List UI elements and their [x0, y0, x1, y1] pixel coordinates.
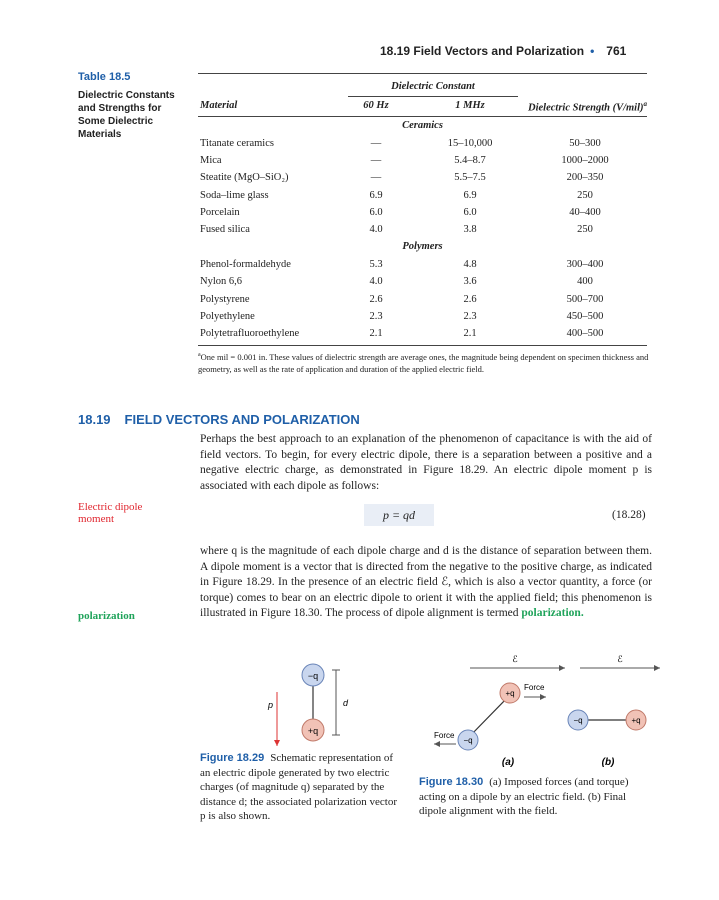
table-cell: 6.9 [463, 189, 477, 201]
table-cell: 450–500 [566, 310, 604, 322]
dipole-bond-a [468, 695, 510, 738]
running-header-title: 18.19 Field Vectors and Polarization [380, 44, 585, 58]
table-cell: — [370, 155, 382, 167]
figure-18-29-label: Figure 18.29 [200, 752, 265, 764]
table-row [198, 207, 647, 224]
table-cell: 15–10,000 [447, 138, 493, 149]
table-cell: 4.0 [369, 276, 383, 288]
running-header [380, 44, 626, 58]
field-symbol-b: ℰ [617, 654, 623, 664]
table-cell: Phenol-formaldehyde [200, 259, 291, 271]
table-cell: 5.4–8.7 [454, 155, 486, 167]
table-cell: Polyethylene [200, 310, 255, 322]
table-row [198, 311, 647, 328]
page-number: 761 [606, 44, 627, 58]
negative-charge-label-b: −q [573, 716, 583, 725]
table-cell: 2.1 [369, 328, 383, 339]
table-cell: 4.0 [369, 224, 383, 235]
table-cell: 5.3 [369, 259, 383, 271]
header-separator: • [590, 44, 595, 58]
panel-b-label: (b) [601, 757, 615, 768]
figure-18-30-diagram [420, 650, 660, 770]
table-cell: 200–350 [566, 172, 604, 184]
col-header-1mhz: 1 MHz [455, 100, 485, 111]
table-row [198, 224, 647, 241]
section-title: FIELD VECTORS AND POLARIZATION [124, 412, 360, 427]
table-cell: 4.8 [463, 259, 477, 271]
table-cell: Polystyrene [200, 293, 250, 305]
table-cell: 400–500 [566, 328, 604, 339]
table-cell: 3.6 [463, 276, 477, 288]
col-header-material: Material [200, 100, 238, 111]
table-group-0: Ceramics [402, 120, 443, 131]
table-cell: Polytetrafluoroethylene [200, 328, 300, 339]
table-cell: 2.6 [463, 293, 477, 305]
section-number: 18.19 [78, 412, 111, 427]
figure-18-29-caption: Figure 18.29 Schematic representation of an electric dipole generated by two electric charges (of magnitude q) separated by the distance d; the associated polarization vector p is also shown. [200, 752, 398, 822]
table-row [198, 294, 647, 311]
table-cell: Soda–lime glass [200, 189, 269, 201]
figure-18-29-diagram [250, 650, 370, 750]
body-paragraph-2: where q is the magnitude of each dipole charge and d is the distance of separation between them. A dipole moment is a vector that is directed from the negative to the positive charge, as indicated in Figure 18.29. In the presence of an electric field ℰ, which is also a vector quantity, a force (or torque) comes to bear on an electric dipole to orient it with the applied field; this phenomenon is illustrated in Figure 18.30. The process of dipole alignment is termed polarization. [200, 545, 652, 619]
section-heading [78, 412, 360, 427]
figure-18-30-caption: Figure 18.30 (a) Imposed forces (and torque) acting on a dipole by an electric field. (b) Final dipole alignment with the field. [419, 776, 629, 817]
table-row [198, 155, 647, 172]
table-cell: — [370, 138, 382, 149]
table-cell: 300–400 [566, 259, 604, 271]
negative-charge-label-a: −q [463, 736, 473, 745]
table-row [198, 190, 647, 207]
table-top-rule [198, 73, 647, 74]
positive-charge-label: +q [307, 726, 319, 736]
equation-number: (18.28) [612, 509, 646, 521]
table-cell: Porcelain [200, 206, 240, 218]
table-cell: Fused silica [200, 224, 250, 235]
figure-18-30-label: Figure 18.30 [419, 776, 484, 788]
force-label-positive: Force [524, 683, 545, 692]
table-row [198, 328, 647, 345]
table-cell: 6.9 [369, 189, 383, 201]
table-cell: 3.8 [463, 224, 477, 235]
force-label-negative: Force [434, 731, 455, 740]
table-cell: Steatite (MgO–SiO₂) [200, 172, 289, 184]
table-cell: 1000–2000 [561, 155, 609, 167]
equation-dipole-moment: p = qd [364, 504, 434, 526]
table-footnote: $^a$One mil = 0.001 in. These values of dielectric strength are average ones, the magnitude being dependent on specimen thickness and geometry, as well as the rate of application and duration of the applied electric field. [198, 351, 649, 374]
table-cell: 6.0 [463, 206, 477, 218]
table-cell: 500–700 [566, 293, 604, 305]
margin-term-polarization: polarization [78, 610, 135, 622]
table-group-rule [348, 96, 518, 97]
distance-label: d [343, 698, 349, 708]
keyword-polarization: polarization. [521, 607, 584, 619]
panel-a-label: (a) [501, 757, 515, 768]
table-cell: — [370, 172, 382, 184]
table-row [198, 172, 647, 189]
negative-charge-label: −q [307, 671, 319, 681]
table-cell: 5.5–7.5 [454, 172, 486, 184]
table-cell: 2.1 [463, 328, 477, 339]
table-cell: 40–400 [569, 206, 601, 218]
table-row [198, 138, 647, 155]
table-label: Table 18.5 [78, 71, 131, 83]
col-header-60hz: 60 Hz [363, 100, 389, 111]
table-bottom-rule [198, 345, 647, 346]
table-group-1: Polymers [402, 241, 443, 253]
table-cell: 2.3 [369, 310, 383, 322]
margin-term-dipole-moment: Electric dipole moment [78, 501, 143, 525]
table-cell: 400 [577, 276, 593, 288]
table-row [198, 276, 647, 293]
table-row [198, 259, 647, 276]
table-cell: 2.3 [463, 310, 477, 322]
body-paragraph-1: Perhaps the best approach to an explanation of the phenomenon of capacitance is with the aid of field vectors. To begin, for every electric dipole, there is a separation between a positive and a negative electric charge, as demonstrated in Figure 18.29. An electric dipole moment p is associated with each dipole as follows: [200, 433, 652, 492]
table-cell: 250 [577, 189, 593, 201]
col-header-strength: Dielectric Strength $(V/mil)^a$ [528, 100, 647, 114]
table-cell: Mica [200, 155, 222, 167]
table-cell: Nylon 6,6 [200, 276, 242, 288]
table-header-rule [198, 116, 647, 117]
table-cell: 2.6 [369, 293, 383, 305]
table-cell: 6.0 [369, 206, 383, 218]
positive-charge-label-b: +q [631, 716, 641, 725]
polarization-vector-label: p [268, 700, 274, 710]
table-cell: 250 [577, 224, 593, 235]
positive-charge-label-a: +q [505, 689, 515, 698]
table-cell: 50–300 [569, 138, 601, 149]
field-symbol-a: ℰ [512, 654, 518, 664]
table-group-header: Dielectric Constant [391, 81, 475, 92]
table-cell: Titanate ceramics [200, 138, 274, 149]
table-caption: Dielectric Constants and Strengths for Some Dielectric Materials [78, 90, 175, 140]
